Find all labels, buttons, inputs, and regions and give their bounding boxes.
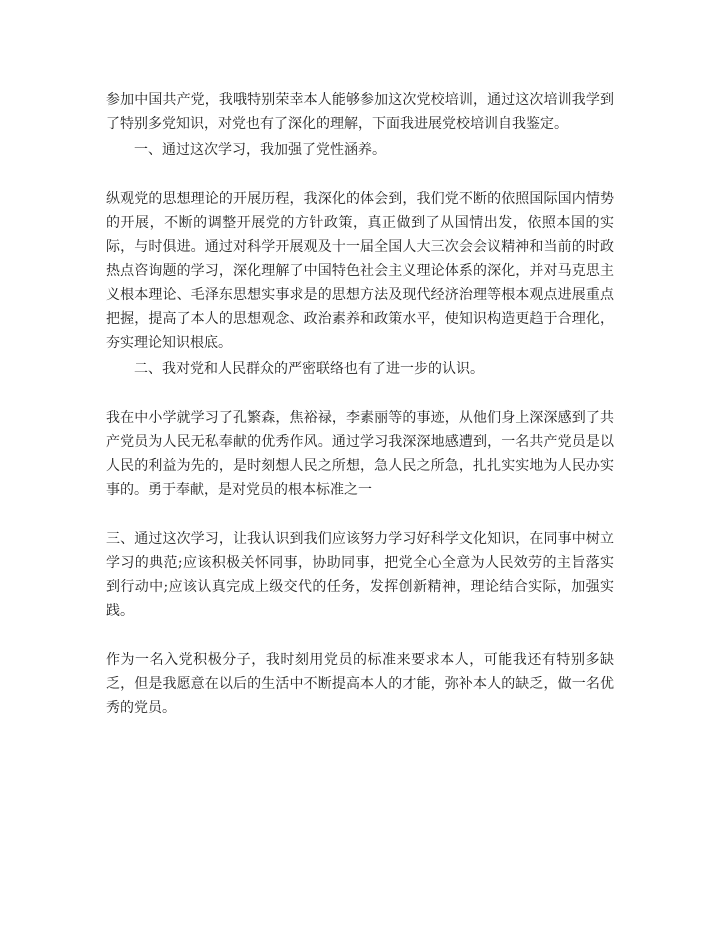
intro-paragraph: 参加中国共产党，我哦特别荣幸本人能够参加这次党校培训，通过这次培训我学到了特别多党知识，对党也有了深化的理解，下面我进展党校培训自我鉴定。 xyxy=(106,92,614,132)
body-paragraph-4: 作为一名入党积极分子，我时刻用党员的标准来要求本人，可能我还有特别多缺乏，但是我愿意在以后的生活中不断提高本人的才能，弥补本人的缺乏，做一名优秀的党员。 xyxy=(106,652,614,716)
section-heading-2: 二、我对党和人民群众的严密联络也有了进一步的认识。 xyxy=(134,361,484,377)
section-heading-1: 一、通过这次学习，我加强了党性涵养。 xyxy=(134,142,386,158)
body-paragraph-1: 纵观党的思想理论的开展历程，我深化的体会到，我们党不断的依照国际国内情势的开展，不断的调整开展党的方针政策，真正做到了从国情出发，依照本国的实际，与时俱进。通过对科学开展观及十一届全国人大三次会会议精神和当前的时政热点咨询题的学习，深化理解了中国特色社会主义理论体系的深化，并对马克思主义根本理论、毛泽东思想实事求是的思想方法及现代经济治理等根本观点进展重点把握，提高了本人的思想观念、政治素养和政策水平，使知识构造更趋于合理化，夯实理论知识根底。 xyxy=(106,191,614,351)
body-paragraph-2: 我在中小学就学习了孔繁森，焦裕禄，李素丽等的事迹，从他们身上深深感到了共产党员为人民无私奉献的优秀作风。通过学习我深深地感遭到，一名共产党员是以人民的利益为先的，是时刻想人民之所想，急人民之所急，扎扎实实地为人民办实事的。勇于奉献，是对党员的根本标准之一 xyxy=(106,410,614,498)
body-paragraph-3: 三、通过这次学习，让我认识到我们应该努力学习好科学文化知识，在同事中树立学习的典范;应该积极关怀同事，协助同事，把党全心全意为人民效劳的主旨落实到行动中;应该认真完成上级交代的任务，发挥创新精神，理论结合实际，加强实践。 xyxy=(106,531,614,619)
document-page xyxy=(106,88,614,720)
